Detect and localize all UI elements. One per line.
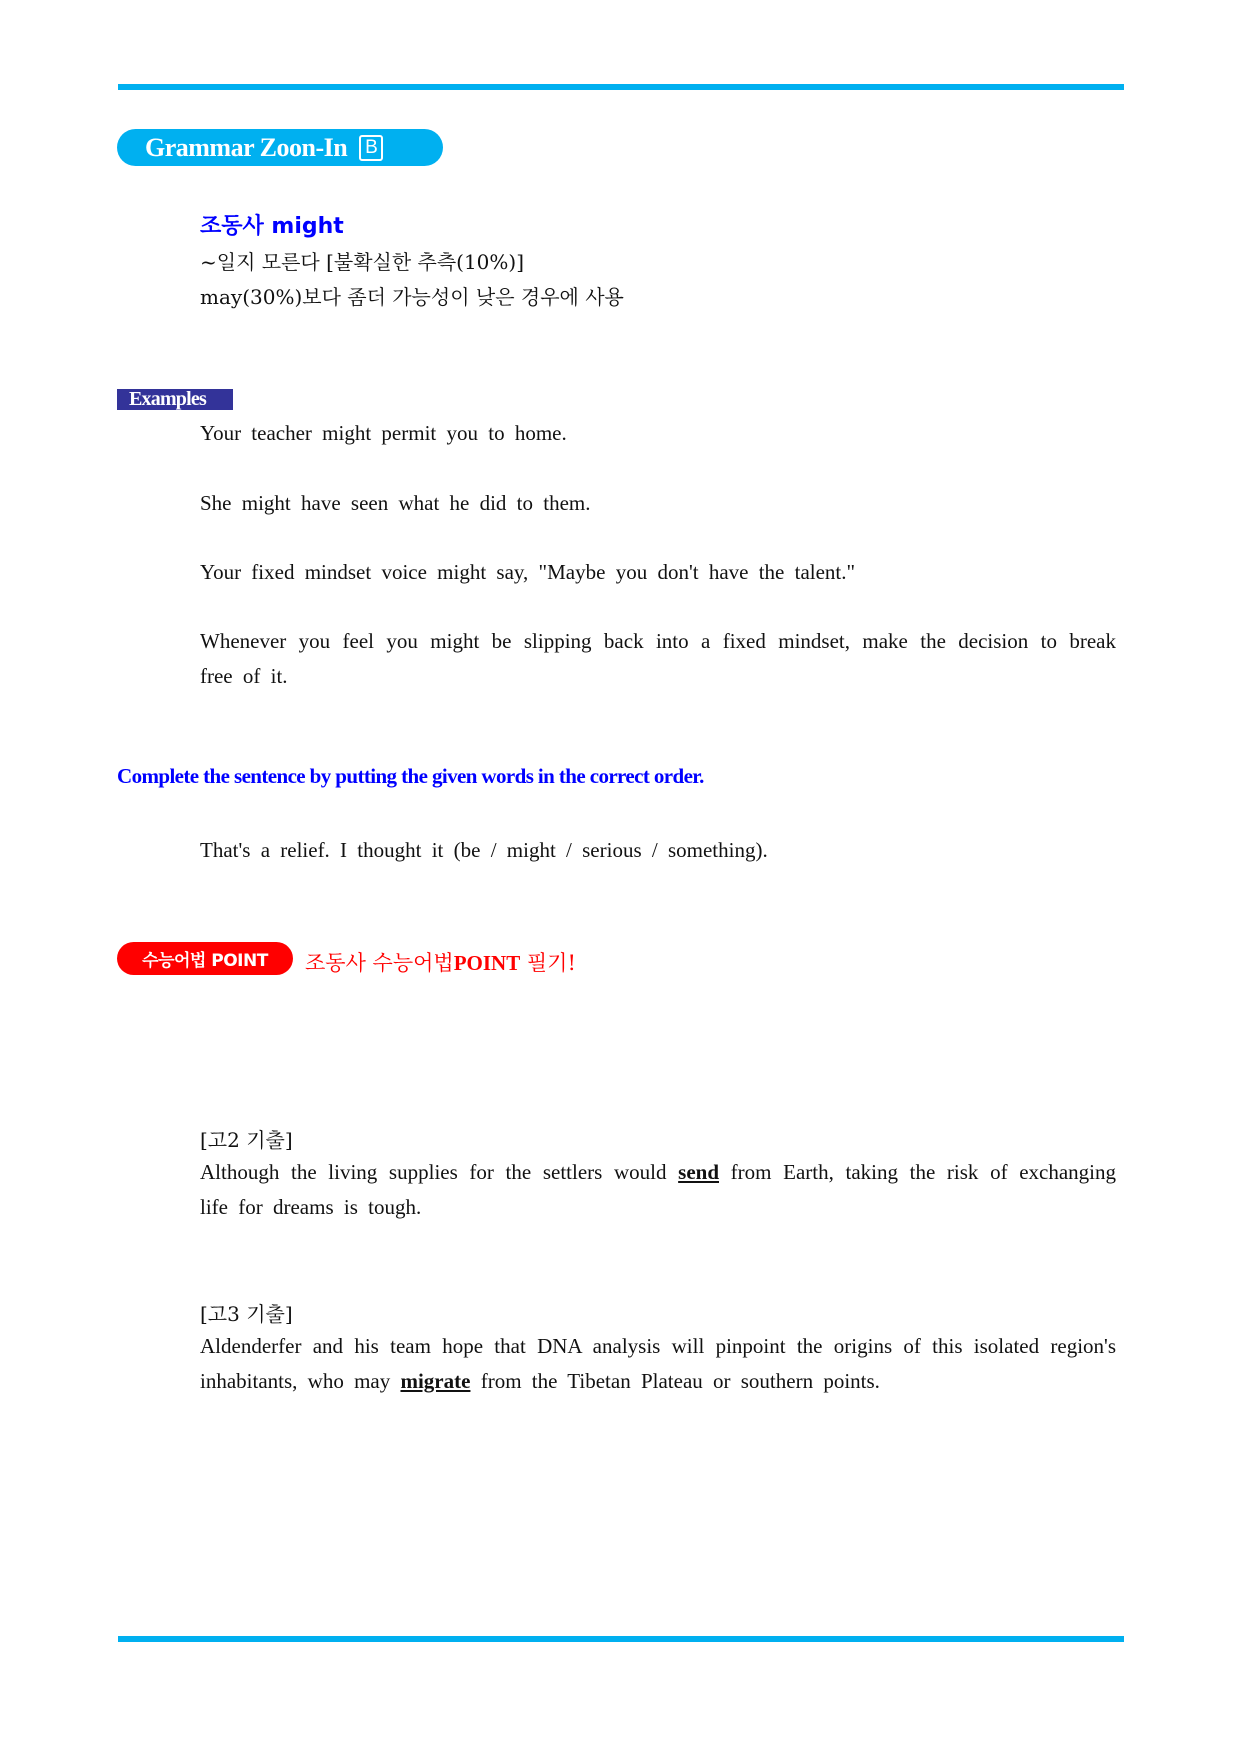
example-sentence: Whenever you feel you might be slipping back into a fixed mindset, make the decision to break free of it. [200, 629, 1116, 688]
question-sentence [200, 1329, 1116, 1399]
question-source: [고2 기출] [200, 1128, 293, 1152]
concept-meaning: ~일지 모른다 [불확실한 추측(10%)] [200, 250, 525, 274]
question-text-after: from Earth, taking the risk of exchanging life for dreams is tough. [200, 1160, 1117, 1219]
bottom-divider [118, 1636, 1124, 1642]
question-target-word: migrate [400, 1369, 471, 1393]
example-sentence: Your teacher might permit you to home. [200, 421, 567, 445]
question-text-after: from the Tibetan Plateau or southern points. [470, 1369, 880, 1393]
point-title-prefix: 조동사 수능어법 [305, 951, 454, 975]
point-badge: 수능어법 POINT [117, 942, 293, 975]
question-source: [고3 기출] [200, 1302, 293, 1326]
section-header-badge [117, 129, 443, 166]
question-sentence [200, 1155, 1116, 1225]
concept-usage: may(30%)보다 좀더 가능성이 낮은 경우에 사용 [200, 285, 624, 309]
example-sentence: Your fixed mindset voice might say, "Maybe you don't have the talent." [200, 560, 856, 584]
point-title [305, 947, 576, 977]
examples-label: Examples [117, 389, 233, 410]
concept-title: 조동사 might [200, 214, 344, 239]
exercise-instruction: Complete the sentence by putting the given words in the correct order. [117, 764, 704, 788]
exercise-sentence: That's a relief. I thought it (be / might / serious / something). [200, 838, 768, 862]
question-target-word: send [678, 1160, 719, 1184]
point-title-suffix: 필기! [520, 951, 576, 975]
section-letter-icon: B [359, 135, 383, 161]
example-sentence: She might have seen what he did to them. [200, 491, 591, 515]
section-title: Grammar Zoon-In [145, 132, 348, 162]
question-text-before: Aldenderfer and his team hope that DNA analysis will pinpoint the origins of this isolated region's inhabitants, who may [200, 1334, 1116, 1393]
question-text-before: Although the living supplies for the settlers would [200, 1160, 679, 1184]
top-divider [118, 84, 1124, 90]
point-title-bold: POINT [453, 951, 521, 975]
